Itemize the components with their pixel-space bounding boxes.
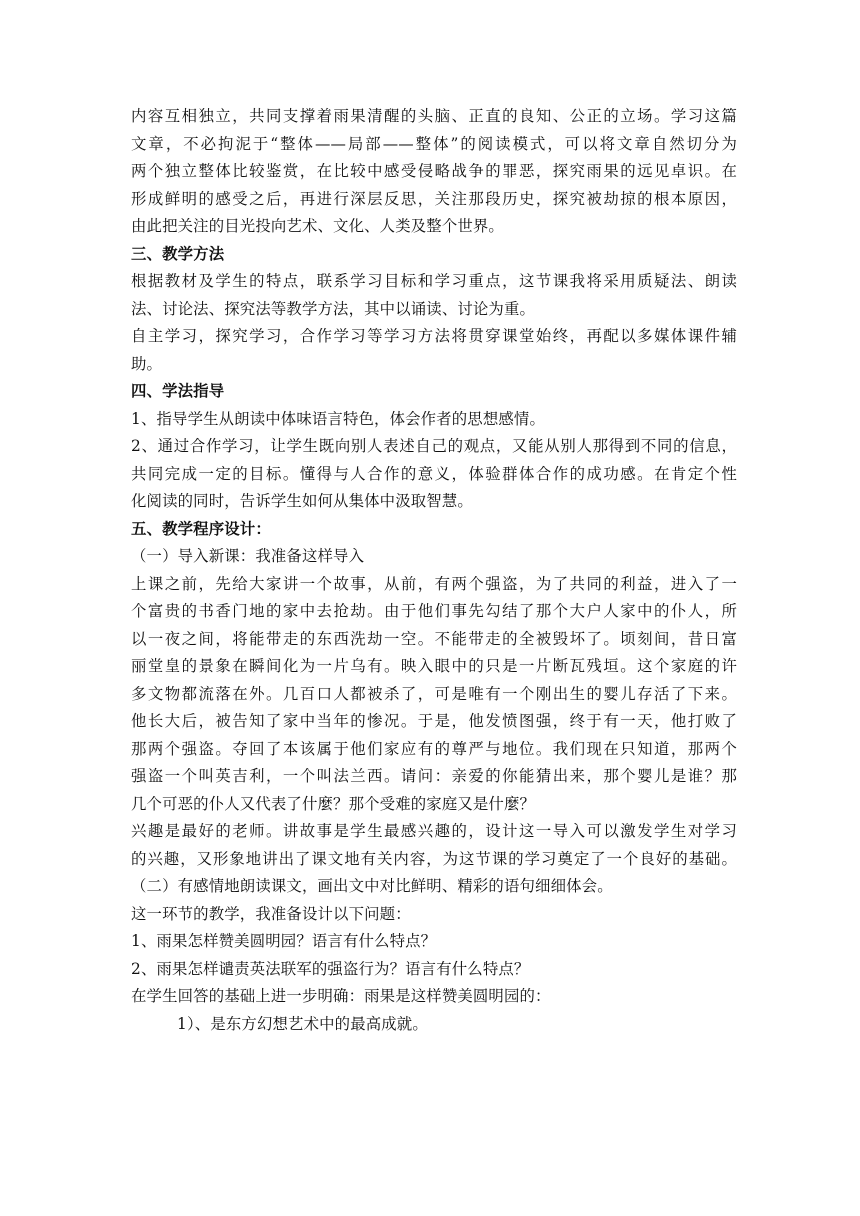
text-line: 两个独立整体比较鉴赏，在比较中感受侵略战争的罪恶，探究雨果的远见卓识。在	[131, 162, 737, 180]
text-line: 几个可恶的仆人又代表了什麼？那个受难的家庭又是什麼？	[131, 794, 536, 813]
text-line: 以一夜之间，将能带走的东西洗劫一空。不能带走的全被毁坏了。顷刻间，昔日富	[131, 629, 737, 648]
text-line: 化阅读的同时，告诉学生如何从集体中汲取智慧。	[131, 492, 473, 510]
text-line: 共同完成一定的目标。懂得与人合作的意义，体验群体合作的成功感。在肯定个性	[131, 464, 737, 483]
section-heading: 五、教学程序设计：	[131, 519, 271, 538]
text-line: 助。	[131, 354, 163, 373]
text-line: （一）导入新课：我准备这样导入	[131, 547, 365, 565]
text-line: 这一环节的教学，我准备设计以下问题：	[131, 904, 411, 923]
text-line: 内容互相独立，共同支撑着雨果清醒的头脑、正直的良知、公正的立场。学习这篇	[131, 107, 737, 125]
text-line: 2、雨果怎样谴责英法联军的强盗行为？语言有什么特点？	[131, 959, 530, 978]
text-line: 1）、是东方幻想艺术中的最高成就。	[177, 1014, 428, 1033]
text-line: 多文物都流落在外。几百口人都被杀了，可是唯有一个刚出生的婴儿存活了下来。	[131, 684, 737, 703]
section-heading: 四、学法指导	[131, 382, 225, 400]
text-line: 法、讨论法、探究法等教学方法，其中以诵读、讨论为重。	[131, 299, 536, 318]
text-line: 的兴趣，又形象地讲出了课文地有关内容，为这节课的学习奠定了一个良好的基础。	[131, 849, 737, 868]
text-line: 2、通过合作学习，让学生既向别人表述自己的观点，又能从别人那得到不同的信息，	[131, 437, 737, 455]
text-line: 自主学习，探究学习，合作学习等学习方法将贯穿课堂始终，再配以多媒体课件辅	[131, 327, 737, 345]
text-line: 那两个强盗。夺回了本该属于他们家应有的尊严与地位。我们现在只知道，那两个	[131, 739, 737, 758]
text-line: 强盗一个叫英吉利，一个叫法兰西。请问：亲爱的你能猜出来，那个婴儿是谁？那	[131, 767, 737, 785]
text-line: 根据教材及学生的特点，联系学习目标和学习重点，这节课我将采用质疑法、朗读	[131, 272, 737, 290]
text-line: 文章，不必拘泥于“整体——局部——整体”的阅读模式，可以将文章自然切分为	[131, 134, 737, 153]
document-page	[131, 103, 737, 1038]
text-line: 在学生回答的基础上进一步明确：雨果是这样赞美圆明园的：	[131, 987, 551, 1005]
text-line: 他长大后，被告知了家中当年的惨况。于是，他发愤图强，终于有一天，他打败了	[131, 712, 737, 730]
text-line: 丽堂皇的景象在瞬间化为一片乌有。映入眼中的只是一片断瓦残垣。这个家庭的许	[131, 657, 737, 675]
text-line: 形成鲜明的感受之后，再进行深层反思，关注那段历史，探究被劫掠的根本原因，	[131, 189, 737, 208]
text-line: 个富贵的书香门地的家中去抢劫。由于他们事先勾结了那个大户人家中的仆人，所	[131, 602, 737, 620]
text-line: 1、指导学生从朗读中体味语言特色，体会作者的思想感情。	[131, 409, 545, 428]
text-line: 由此把关注的目光投向艺术、文化、人类及整个世界。	[131, 217, 504, 235]
section-heading: 三、教学方法	[131, 244, 225, 263]
text-line: （二）有感情地朗读课文，画出文中对比鲜明、精彩的语句细细体会。	[131, 877, 613, 895]
text-line: 兴趣是最好的老师。讲故事是学生最感兴趣的，设计这一导入可以激发学生对学习	[131, 822, 737, 840]
text-line: 1、雨果怎样赞美圆明园？语言有什么特点？	[131, 932, 437, 950]
text-line: 上课之前，先给大家讲一个故事，从前，有两个强盗，为了共同的利益，进入了一	[131, 574, 737, 593]
